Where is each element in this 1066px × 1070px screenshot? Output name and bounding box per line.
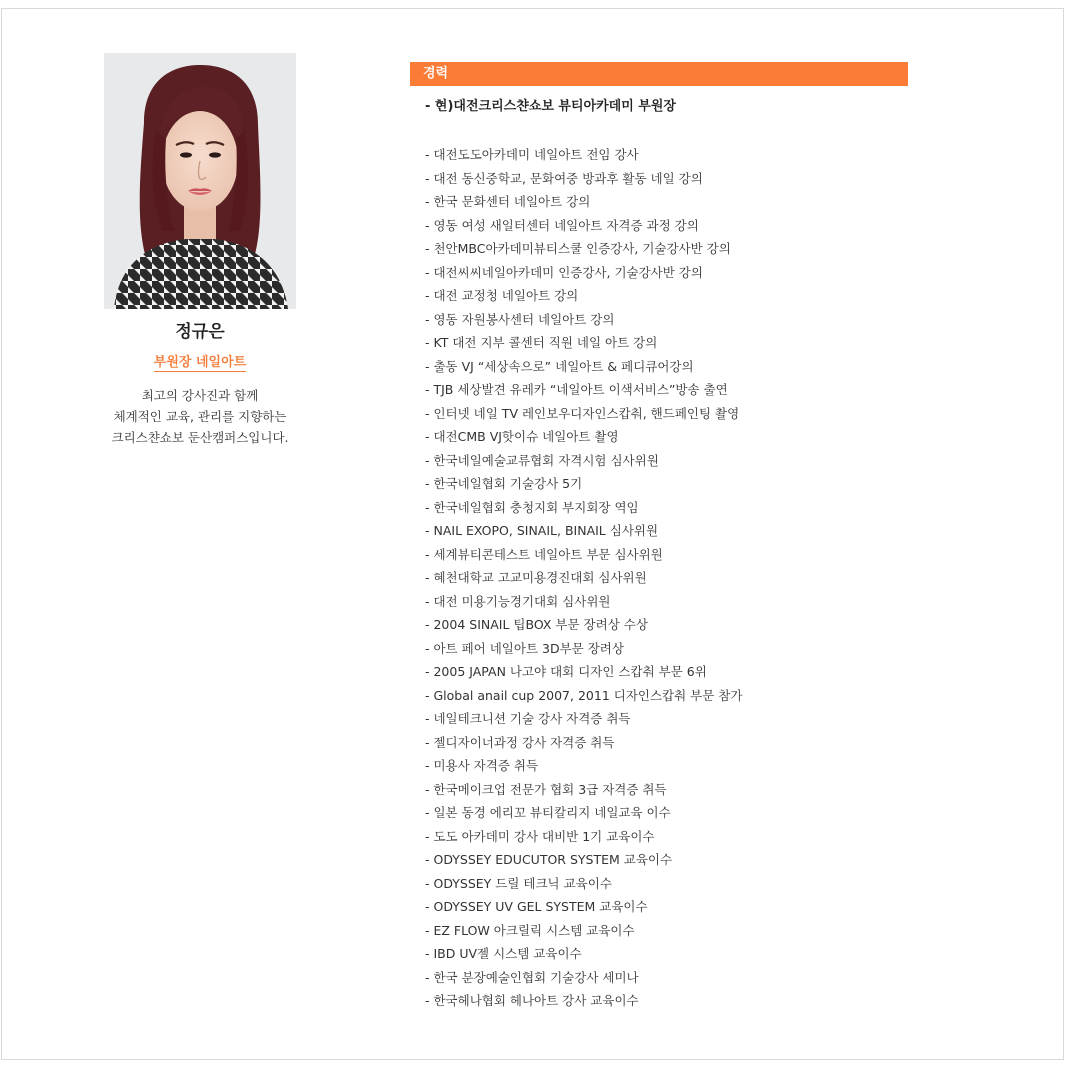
career-item: - 미용사 자격증 취득 [425,758,539,773]
profile-role [104,353,296,373]
career-header: 경력 [410,62,908,86]
career-item: - 도도 아카데미 강사 대비반 1기 교육이수 [425,828,655,844]
profile-intro-line: 체계적인 교육, 관리를 지향하는 [113,409,287,424]
career-item: - Global anail cup 2007, 2011 디자인스캅춰 부문 참가 [425,687,743,703]
career-item: - 한국 분장예술인협회 기술강사 세미나 [425,969,639,985]
career-item: - 혜천대학교 고교미용경진대회 심사위원 [425,570,647,585]
career-item: - EZ FLOW 아크릴릭 시스템 교육이수 [425,922,635,938]
career-item: - 세계뷰티콘테스트 네일아트 부문 심사위원 [425,546,663,562]
career-item: - 2004 SINAIL 팁BOX 부문 장려상 수상 [425,617,648,632]
career-item: - 한국메이크업 전문가 협회 3급 자격증 취득 [425,781,667,797]
career-item: - 천안MBC아카데미뷰티스쿨 인증강사, 기술강사반 강의 [425,241,731,256]
profile-name: 정규은 [175,322,225,342]
career-item: - ODYSSEY 드릴 테크닉 교육이수 [425,875,612,891]
profile-role-label: 부원장 네일아트 [153,355,247,370]
profile-intro-line: 크리스챤쇼보 둔산캠퍼스입니다. [111,430,289,445]
career-item: - 대전도도아카데미 네일아트 전임 강사 [425,147,639,162]
career-item: - ODYSSEY EDUCUTOR SYSTEM 교육이수 [425,852,673,867]
career-item: - 네일테크니션 기술 강사 자격증 취득 [425,711,631,726]
career-item: - NAIL EXOPO, SINAIL, BINAIL 심사위원 [425,523,659,538]
career-item: - 한국네일예술교류협회 자격시험 심사위원 [425,452,659,468]
career-item: - 젤디자이너과정 강사 자격증 취득 [425,734,615,750]
career-current-position: - 현)대전크리스챤쇼보 뷰티아카데미 부원장 [425,99,676,114]
career-item: - 2005 JAPAN 나고야 대회 디자인 스캅춰 부문 6위 [425,664,707,679]
career-item: - 한국헤나협회 헤나아트 강사 교육이수 [425,993,639,1008]
profile-intro-line: 최고의 강사진과 함께 [141,388,259,403]
career-item: - KT 대전 지부 콜센터 직원 네일 아트 강의 [425,335,658,350]
career-list [425,143,742,1013]
career-item: - 일본 동경 에리꼬 뷰티칼리지 네일교육 이수 [425,805,671,820]
career-item: - 한국네일협회 충청지회 부지회장 역임 [425,499,639,515]
career-item: - IBD UV젤 시스템 교육이수 [425,946,582,961]
career-item: - 인터넷 네일 TV 레인보우디자인스캅춰, 핸드페인팅 촬영 [425,405,740,421]
career-item: - 대전 동신중학교, 문화여중 방과후 활동 네일 강의 [425,170,703,186]
career-item: - 대전씨씨네일아카데미 인증강사, 기술강사반 강의 [425,264,703,280]
career-item: - 한국 문화센터 네일아트 강의 [425,194,591,209]
career-item: - 출동 VJ “세상속으로” 네일아트 & 페디큐어강의 [425,358,694,374]
career-item: - ODYSSEY UV GEL SYSTEM 교육이수 [425,899,648,914]
career-item: - 대전 교정청 네일아트 강의 [425,288,579,303]
profile-intro [64,385,336,448]
profile-photo [104,53,296,309]
career-item: - TJB 세상발견 유레카 “네일아트 이색서비스”방송 출연 [425,382,728,397]
career-item: - 대전 미용기능경기대회 심사위원 [425,593,611,609]
career-item: - 아트 페어 네일아트 3D부문 장려상 [425,640,624,656]
career-item: - 대전CMB VJ핫이슈 네일아트 촬영 [425,429,619,444]
career-item: - 영동 여성 새일터센터 네일아트 자격증 과정 강의 [425,217,699,233]
career-item: - 한국네일협회 기술강사 5기 [425,476,583,491]
career-item: - 영동 자원봉사센터 네일아트 강의 [425,311,615,327]
